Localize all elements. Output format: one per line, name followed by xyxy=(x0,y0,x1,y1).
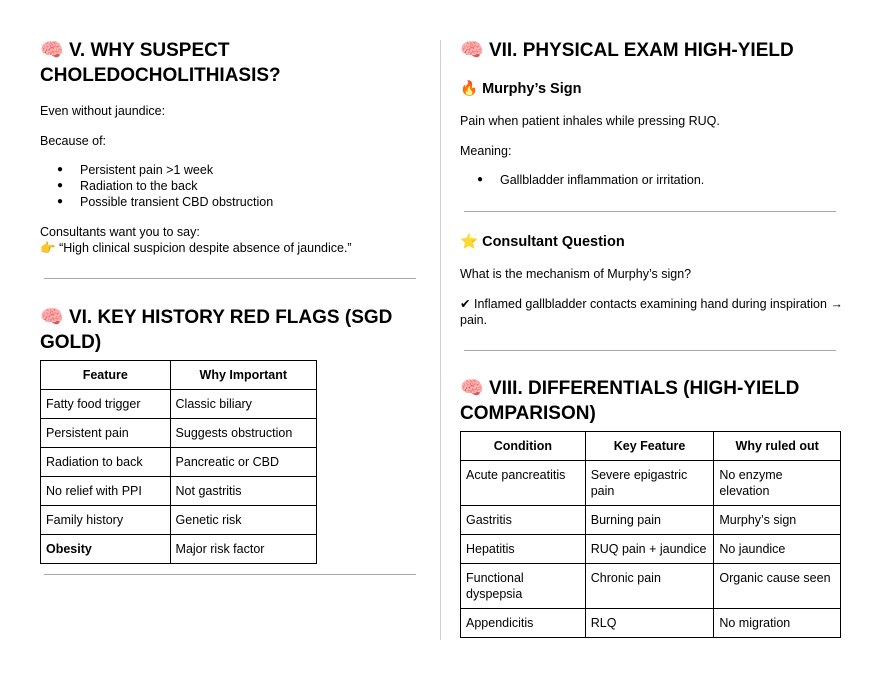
table-header: Feature xyxy=(41,361,171,390)
murphy-heading xyxy=(460,79,581,99)
section-7-title: VII. PHYSICAL EXAM HIGH-YIELD xyxy=(488,40,794,61)
table-row xyxy=(41,506,317,535)
meaning-label: Meaning: xyxy=(460,144,512,158)
table-cell: Functional dyspepsia xyxy=(461,564,586,609)
brain-icon: 🧠 xyxy=(40,307,64,328)
table-row xyxy=(41,448,317,477)
table-header: Key Feature xyxy=(585,432,714,461)
table-cell: Not gastritis xyxy=(170,477,316,506)
consultant-answer-text: Inflamed gallbladder contacts examining hand during inspiration → pain. xyxy=(460,297,843,327)
section-6-heading xyxy=(40,305,420,355)
table-cell: Radiation to back xyxy=(41,448,171,477)
table-cell: Suggests obstruction xyxy=(170,419,316,448)
table-cell: Organic cause seen xyxy=(714,564,841,609)
table-cell: Persistent pain xyxy=(41,419,171,448)
table-row xyxy=(461,461,841,506)
check-icon: ✔ xyxy=(460,297,471,311)
column-divider xyxy=(440,40,441,640)
section-divider xyxy=(464,350,836,351)
table-header: Why ruled out xyxy=(714,432,841,461)
list-item: ● Persistent pain >1 week xyxy=(40,162,273,178)
consultant-question-heading xyxy=(460,232,625,252)
section-5-line-2: Because of: xyxy=(40,134,107,148)
table-cell: Family history xyxy=(41,506,171,535)
table-cell: Fatty food trigger xyxy=(41,390,171,419)
section-8-heading xyxy=(460,376,845,426)
table-row xyxy=(41,390,317,419)
red-flags-table xyxy=(40,360,317,564)
consult-quote-line xyxy=(40,240,352,256)
section-8-title: VIII. DIFFERENTIALS (HIGH-YIELD COMPARISON) xyxy=(460,378,800,424)
table-row xyxy=(461,564,841,609)
brain-icon: 🧠 xyxy=(40,40,64,61)
list-item: ● Possible transient CBD obstruction xyxy=(40,194,273,210)
table-cell: Burning pain xyxy=(585,506,714,535)
section-7-heading xyxy=(460,38,845,63)
section-6-title: VI. KEY HISTORY RED FLAGS (SGD GOLD) xyxy=(40,307,393,353)
table-row xyxy=(461,535,841,564)
table-cell: Murphy’s sign xyxy=(714,506,841,535)
consultant-question-text: What is the mechanism of Murphy’s sign? xyxy=(460,267,692,281)
table-cell: Pancreatic or CBD xyxy=(170,448,316,477)
section-divider xyxy=(44,278,416,279)
section-divider xyxy=(44,574,416,575)
section-5-line-1: Even without jaundice: xyxy=(40,104,166,118)
table-cell: Gastritis xyxy=(461,506,586,535)
table-row xyxy=(461,609,841,638)
table-cell: No enzyme elevation xyxy=(714,461,841,506)
table-cell: Appendicitis xyxy=(461,609,586,638)
list-item: ● Radiation to the back xyxy=(40,178,273,194)
consult-intro: Consultants want you to say: xyxy=(40,225,200,239)
table-row xyxy=(461,506,841,535)
star-icon: ⭐ xyxy=(460,234,479,250)
table-cell: Major risk factor xyxy=(170,535,316,564)
table-cell: No migration xyxy=(714,609,841,638)
table-row xyxy=(41,477,317,506)
section-5-title: V. WHY SUSPECT CHOLEDOCHOLITHIASIS? xyxy=(40,40,281,86)
murphy-description: Pain when patient inhales while pressing RUQ. xyxy=(460,114,720,128)
table-row xyxy=(41,535,317,564)
brain-icon: 🧠 xyxy=(460,378,484,399)
table-header: Condition xyxy=(461,432,586,461)
table-cell: Severe epigastric pain xyxy=(585,461,714,506)
table-header: Why Important xyxy=(170,361,316,390)
table-cell: Acute pancreatitis xyxy=(461,461,586,506)
fire-icon: 🔥 xyxy=(460,81,479,97)
table-cell: Obesity xyxy=(41,535,171,564)
consult-quote: “High clinical suspicion despite absence of jaundice.” xyxy=(59,241,352,255)
table-cell: RUQ pain + jaundice xyxy=(585,535,714,564)
table-cell: Chronic pain xyxy=(585,564,714,609)
consultant-question-title: Consultant Question xyxy=(482,234,625,250)
table-header-row xyxy=(461,432,841,461)
murphy-title: Murphy’s Sign xyxy=(482,81,582,97)
table-cell: Hepatitis xyxy=(461,535,586,564)
table-cell: No jaundice xyxy=(714,535,841,564)
table-cell: Classic biliary xyxy=(170,390,316,419)
meaning-bullets xyxy=(460,172,704,188)
table-cell: Genetic risk xyxy=(170,506,316,535)
table-row xyxy=(41,419,317,448)
table-cell: No relief with PPI xyxy=(41,477,171,506)
brain-icon: 🧠 xyxy=(460,40,484,61)
table-header-row xyxy=(41,361,317,390)
list-item: ● Gallbladder inflammation or irritation. xyxy=(460,172,704,188)
differentials-table xyxy=(460,431,841,638)
section-divider xyxy=(464,211,836,212)
table-cell: RLQ xyxy=(585,609,714,638)
pointing-hand-icon: 👉 xyxy=(40,241,56,255)
section-5-bullets xyxy=(40,162,273,210)
consultant-answer xyxy=(460,296,845,328)
section-5-heading xyxy=(40,38,420,88)
